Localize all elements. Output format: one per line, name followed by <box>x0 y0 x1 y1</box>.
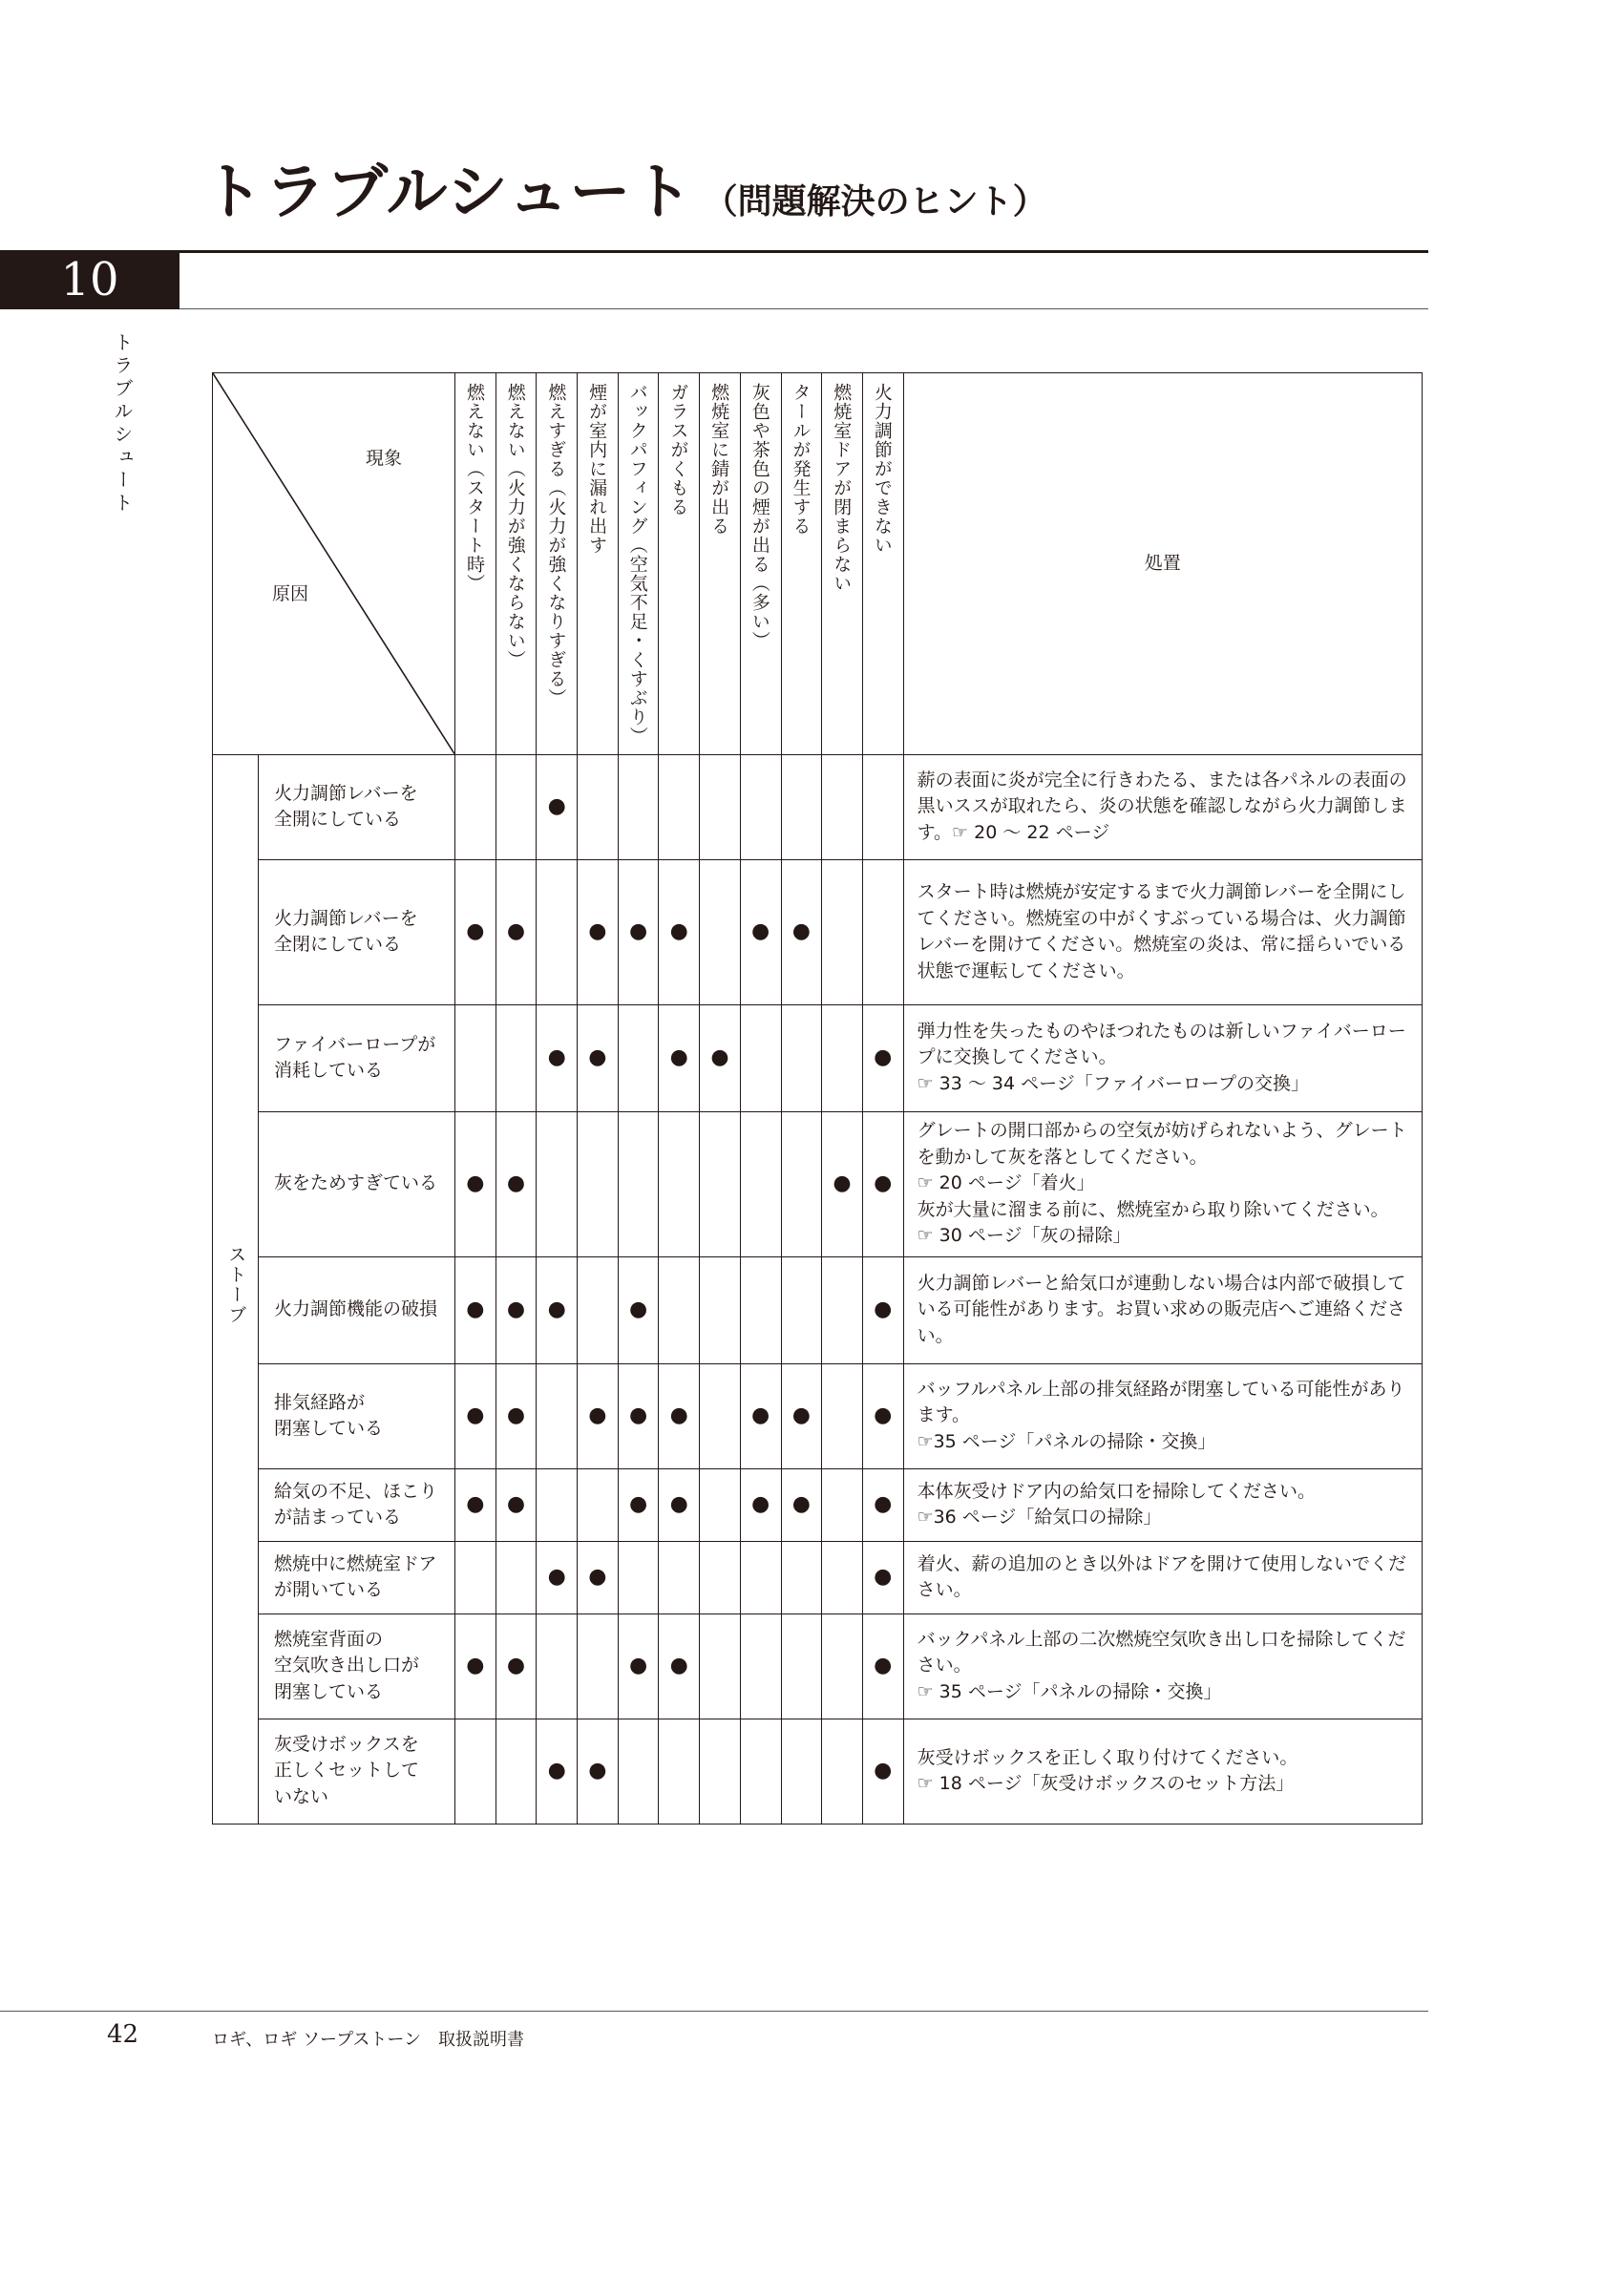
corner-label-symptom: 現象 <box>366 448 403 469</box>
table-row <box>213 1468 1423 1541</box>
remedy-cell: スタート時は燃焼が安定するまで火力調節レバーを全開にしてください。燃焼室の中がくすぶっている場合は、火力調節レバーを開けてください。燃焼室の炎は、常に揺らいでいる状態で運転してください。 <box>903 859 1422 1004</box>
mark-empty <box>822 1719 863 1824</box>
category-cell <box>213 754 259 1824</box>
cause-cell: 灰をためすぎている <box>259 1111 455 1256</box>
cause-cell: 排気経路が 閉塞している <box>259 1363 455 1468</box>
mark-dot: ● <box>700 1004 741 1111</box>
cause-cell: 火力調節レバーを 全開にしている <box>259 754 455 859</box>
symptom-header <box>578 373 619 755</box>
category-label: ストーブ <box>225 1244 247 1325</box>
symptom-header <box>496 373 537 755</box>
mark-empty <box>659 1719 700 1824</box>
mark-dot: ● <box>455 1614 496 1719</box>
symptom-label: 燃焼室に錆が出る <box>708 383 730 536</box>
mark-dot: ● <box>862 1004 903 1111</box>
mark-dot: ● <box>618 859 659 1004</box>
mark-empty <box>822 859 863 1004</box>
mark-dot: ● <box>455 1363 496 1468</box>
mark-empty <box>740 1004 781 1111</box>
table-row <box>213 1363 1423 1468</box>
mark-dot: ● <box>537 1004 578 1111</box>
mark-empty <box>781 1004 822 1111</box>
mark-dot: ● <box>740 859 781 1004</box>
mark-dot: ● <box>618 1256 659 1363</box>
mark-empty <box>822 1541 863 1614</box>
remedy-cell: 弾力性を失ったものやほつれたものは新しいファイバーロープに交換してください。 ☞ 33 ～ 34 ページ「ファイバーロープの交換」 <box>903 1004 1422 1111</box>
cause-cell: 火力調節機能の破損 <box>259 1256 455 1363</box>
symptom-label: 燃焼室ドアが閉まらない <box>831 383 853 593</box>
mark-empty <box>781 1111 822 1256</box>
mark-dot: ● <box>455 1256 496 1363</box>
symptom-header <box>862 373 903 755</box>
mark-dot: ● <box>862 1541 903 1614</box>
troubleshooting-table <box>212 372 1423 1825</box>
page-title <box>202 157 1047 228</box>
mark-dot: ● <box>578 1541 619 1614</box>
remedy-cell: グレートの開口部からの空気が妨げられないよう、グレートを動かして灰を落としてください。 ☞ 20 ページ「着火」 灰が大量に溜まる前に、燃焼室から取り除いてください。 ☞ 30 ページ「灰の掃除」 <box>903 1111 1422 1256</box>
mark-empty <box>822 1256 863 1363</box>
mark-empty <box>578 1468 619 1541</box>
mark-empty <box>659 1111 700 1256</box>
cause-cell: ファイバーロープが 消耗している <box>259 1004 455 1111</box>
mark-dot: ● <box>455 1468 496 1541</box>
mark-dot: ● <box>537 754 578 859</box>
symptom-label: バックパフィング（空気不足・くすぶり） <box>626 383 648 746</box>
mark-dot: ● <box>740 1363 781 1468</box>
table-row <box>213 1111 1423 1256</box>
remedy-cell: 薪の表面に炎が完全に行きわたる、または各パネルの表面の黒いススが取れたら、炎の状態を確認しながら火力調節します。☞ 20 ～ 22 ページ <box>903 754 1422 859</box>
footer-manual-title: ロギ、ロギ ソープストーン 取扱説明書 <box>212 2030 525 2050</box>
mark-empty <box>618 1004 659 1111</box>
table-row <box>213 859 1423 1004</box>
title-main: トラブルシュート <box>202 157 694 228</box>
mark-empty <box>781 1541 822 1614</box>
cause-cell: 燃焼室背面の 空気吹き出し口が 閉塞している <box>259 1614 455 1719</box>
mark-empty <box>496 1719 537 1824</box>
mark-empty <box>659 754 700 859</box>
mark-dot: ● <box>537 1541 578 1614</box>
symptom-label: 火力調節ができない <box>871 383 893 555</box>
mark-empty <box>740 1541 781 1614</box>
mark-empty <box>740 1614 781 1719</box>
table-row <box>213 1719 1423 1824</box>
cause-cell: 燃焼中に燃焼室ドア が開いている <box>259 1541 455 1614</box>
table-body <box>213 754 1423 1824</box>
mark-dot: ● <box>659 1614 700 1719</box>
side-section-tab: トラブルシュート <box>111 332 134 516</box>
mark-dot: ● <box>578 1719 619 1824</box>
corner-diagonal-line <box>213 373 454 754</box>
remedy-cell: バックパネル上部の二次燃焼空気吹き出し口を掃除してください。 ☞ 35 ページ「パネルの掃除・交換」 <box>903 1614 1422 1719</box>
mark-empty <box>455 1004 496 1111</box>
header-rule-thin <box>179 308 1428 309</box>
mark-dot: ● <box>862 1363 903 1468</box>
symptom-header <box>822 373 863 755</box>
mark-empty <box>578 754 619 859</box>
mark-empty <box>537 1468 578 1541</box>
remedy-cell: 本体灰受けドア内の給気口を掃除してください。 ☞36 ページ「給気口の掃除」 <box>903 1468 1422 1541</box>
mark-empty <box>537 859 578 1004</box>
mark-empty <box>700 1541 741 1614</box>
table-row <box>213 1256 1423 1363</box>
mark-dot: ● <box>455 1111 496 1256</box>
mark-empty <box>822 1614 863 1719</box>
cause-cell: 灰受けボックスを 正しくセットして いない <box>259 1719 455 1824</box>
mark-dot: ● <box>862 1719 903 1824</box>
mark-dot: ● <box>862 1468 903 1541</box>
mark-dot: ● <box>781 1363 822 1468</box>
mark-empty <box>822 1468 863 1541</box>
remedy-cell: 火力調節レバーと給気口が連動しない場合は内部で破損している可能性があります。お買い求めの販売店へご連絡ください。 <box>903 1256 1422 1363</box>
title-subtitle: （問題解決のヒント） <box>703 181 1047 221</box>
symptom-label: 燃えない（火力が強くならない） <box>504 383 526 669</box>
mark-dot: ● <box>537 1256 578 1363</box>
mark-dot: ● <box>862 1614 903 1719</box>
cause-cell: 火力調節レバーを 全閉にしている <box>259 859 455 1004</box>
remedy-header: 処置 <box>903 373 1422 755</box>
mark-empty <box>700 1111 741 1256</box>
table-row <box>213 1004 1423 1111</box>
mark-empty <box>862 754 903 859</box>
mark-dot: ● <box>537 1719 578 1824</box>
mark-empty <box>455 754 496 859</box>
mark-empty <box>455 1719 496 1824</box>
mark-dot: ● <box>578 859 619 1004</box>
mark-dot: ● <box>862 1111 903 1256</box>
mark-empty <box>618 754 659 859</box>
mark-dot: ● <box>618 1363 659 1468</box>
mark-empty <box>781 1256 822 1363</box>
symptom-label: タールが発生する <box>790 383 812 536</box>
mark-dot: ● <box>781 859 822 1004</box>
remedy-cell: 着火、薪の追加のとき以外はドアを開けて使用しないでください。 <box>903 1541 1422 1614</box>
mark-dot: ● <box>496 1111 537 1256</box>
mark-empty <box>537 1363 578 1468</box>
mark-empty <box>496 1004 537 1111</box>
mark-empty <box>700 1256 741 1363</box>
mark-empty <box>700 1363 741 1468</box>
mark-dot: ● <box>822 1111 863 1256</box>
symptom-label: 灰色や茶色の煙が出る（多い） <box>749 383 770 650</box>
symptom-header <box>740 373 781 755</box>
mark-empty <box>740 1256 781 1363</box>
table-row <box>213 1541 1423 1614</box>
symptom-label: 煙が室内に漏れ出す <box>586 383 608 555</box>
mark-empty <box>496 754 537 859</box>
mark-dot: ● <box>496 1614 537 1719</box>
mark-empty <box>578 1256 619 1363</box>
mark-empty <box>822 1004 863 1111</box>
mark-empty <box>578 1111 619 1256</box>
mark-empty <box>455 1541 496 1614</box>
mark-empty <box>781 1719 822 1824</box>
symptom-label: 燃えすぎる（火力が強くなりすぎる） <box>545 383 567 707</box>
symptom-header <box>618 373 659 755</box>
mark-empty <box>618 1111 659 1256</box>
mark-empty <box>822 754 863 859</box>
mark-empty <box>659 1256 700 1363</box>
mark-dot: ● <box>496 1256 537 1363</box>
table-header-row <box>213 373 1423 755</box>
chapter-number-badge: 10 <box>0 250 179 309</box>
mark-empty <box>740 754 781 859</box>
mark-empty <box>537 1614 578 1719</box>
header-rule <box>179 250 1428 253</box>
mark-dot: ● <box>659 859 700 1004</box>
mark-empty <box>700 1719 741 1824</box>
symptom-label: ガラスがくもる <box>667 383 689 517</box>
mark-empty <box>659 1541 700 1614</box>
mark-dot: ● <box>496 859 537 1004</box>
mark-dot: ● <box>862 1256 903 1363</box>
mark-dot: ● <box>578 1004 619 1111</box>
footer-rule <box>0 2011 1428 2012</box>
mark-dot: ● <box>659 1468 700 1541</box>
cause-cell: 給気の不足、ほこり が詰まっている <box>259 1468 455 1541</box>
mark-empty <box>578 1614 619 1719</box>
table-row <box>213 754 1423 859</box>
table-row <box>213 1614 1423 1719</box>
mark-empty <box>618 1719 659 1824</box>
symptom-header <box>781 373 822 755</box>
corner-cell <box>213 373 455 755</box>
symptom-header <box>455 373 496 755</box>
symptom-label: 燃えない（スタート時） <box>464 383 485 593</box>
mark-dot: ● <box>618 1468 659 1541</box>
mark-dot: ● <box>659 1004 700 1111</box>
mark-empty <box>740 1111 781 1256</box>
symptom-header <box>659 373 700 755</box>
mark-dot: ● <box>455 859 496 1004</box>
mark-empty <box>700 1468 741 1541</box>
symptom-header <box>700 373 741 755</box>
mark-empty <box>781 1614 822 1719</box>
mark-empty <box>618 1541 659 1614</box>
mark-dot: ● <box>496 1468 537 1541</box>
page-number: 42 <box>107 2020 139 2049</box>
mark-dot: ● <box>659 1363 700 1468</box>
mark-dot: ● <box>618 1614 659 1719</box>
mark-empty <box>822 1363 863 1468</box>
mark-empty <box>862 859 903 1004</box>
mark-dot: ● <box>496 1363 537 1468</box>
corner-label-cause: 原因 <box>272 583 309 604</box>
symptom-header <box>537 373 578 755</box>
mark-empty <box>537 1111 578 1256</box>
mark-dot: ● <box>578 1363 619 1468</box>
mark-empty <box>781 754 822 859</box>
mark-empty <box>740 1719 781 1824</box>
mark-empty <box>700 754 741 859</box>
mark-empty <box>700 1614 741 1719</box>
mark-empty <box>496 1541 537 1614</box>
remedy-cell: バッフルパネル上部の排気経路が閉塞している可能性があります。 ☞35 ページ「パネルの掃除・交換」 <box>903 1363 1422 1468</box>
remedy-cell: 灰受けボックスを正しく取り付けてください。 ☞ 18 ページ「灰受けボックスのセット方法」 <box>903 1719 1422 1824</box>
mark-empty <box>700 859 741 1004</box>
mark-dot: ● <box>740 1468 781 1541</box>
mark-dot: ● <box>781 1468 822 1541</box>
